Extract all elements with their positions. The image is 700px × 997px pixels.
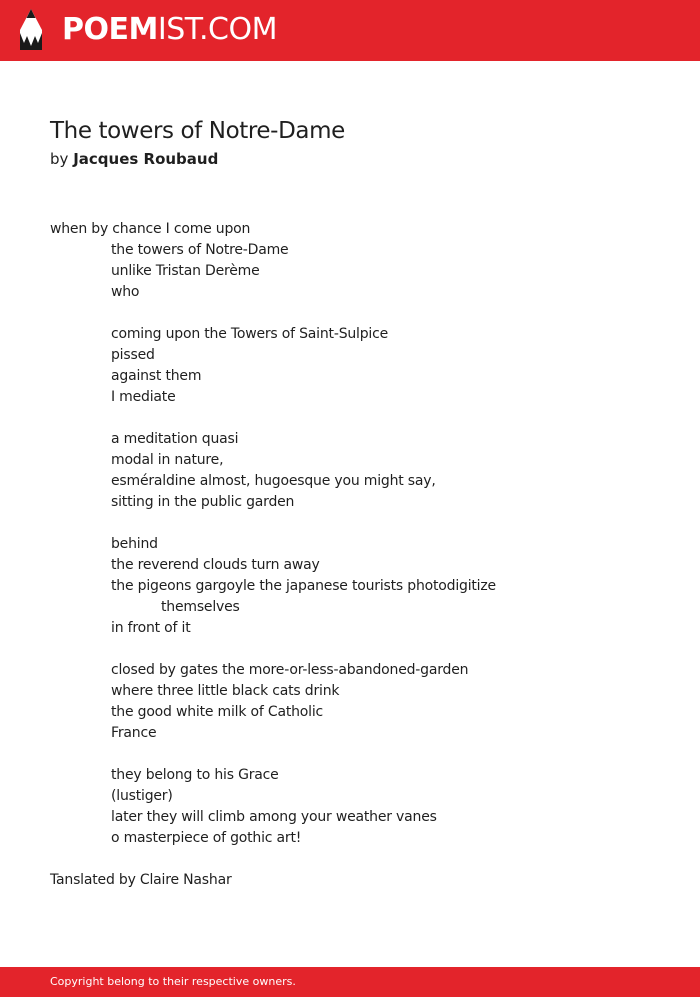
poem-line: the good white milk of Catholic (111, 704, 324, 720)
by-label: by (50, 150, 69, 168)
pencil-icon[interactable] (18, 9, 44, 51)
poem-body (50, 219, 496, 849)
poem-line: esméraldine almost, hugoesque you might say, (111, 473, 436, 489)
poem-line: behind (111, 536, 158, 552)
stanza-break (50, 513, 496, 534)
poem-line: where three little black cats drink (111, 683, 340, 699)
poem-line: closed by gates the more-or-less-abandoned-garden (111, 662, 469, 678)
poem-line: France (111, 725, 157, 741)
logo-bold-text: POEM (62, 12, 158, 47)
poem-line: unlike Tristan Derème (111, 263, 260, 279)
stanza-break (50, 639, 496, 660)
logo-light-text: IST.COM (157, 12, 277, 47)
translation-credit: Tanslated by Claire Nashar (50, 872, 232, 888)
poem-line: themselves (161, 599, 240, 615)
poem-line: pissed (111, 347, 155, 363)
poem-author: Jacques Roubaud (73, 150, 219, 168)
poem-line: a meditation quasi (111, 431, 239, 447)
stanza-break (50, 303, 496, 324)
stanza-break (50, 744, 496, 765)
poem-line: the reverend clouds turn away (111, 557, 320, 573)
poem-line: later they will climb among your weather vanes (111, 809, 437, 825)
poem-line: (lustiger) (111, 788, 173, 804)
poem-byline (50, 149, 218, 169)
poem-line: o masterpiece of gothic art! (111, 830, 302, 846)
poem-line: coming upon the Towers of Saint-Sulpice (111, 326, 389, 342)
poem-line: I mediate (111, 389, 176, 405)
poem-line: against them (111, 368, 202, 384)
copyright-notice: Copyright belong to their respective owners. (50, 975, 296, 988)
poem-title: The towers of Notre-Dame (50, 118, 345, 144)
poem-line: the towers of Notre-Dame (111, 242, 289, 258)
poem-line: in front of it (111, 620, 191, 636)
site-logo[interactable] (62, 12, 277, 48)
poem-line: sitting in the public garden (111, 494, 295, 510)
poem-line: modal in nature, (111, 452, 224, 468)
site-footer (0, 967, 700, 997)
poem-line: the pigeons gargoyle the japanese tourists photodigitize (111, 578, 496, 594)
poem-line: who (111, 284, 140, 300)
poem-line: they belong to his Grace (111, 767, 279, 783)
site-header (0, 0, 700, 61)
poem-line: when by chance I come upon (50, 221, 251, 237)
stanza-break (50, 408, 496, 429)
